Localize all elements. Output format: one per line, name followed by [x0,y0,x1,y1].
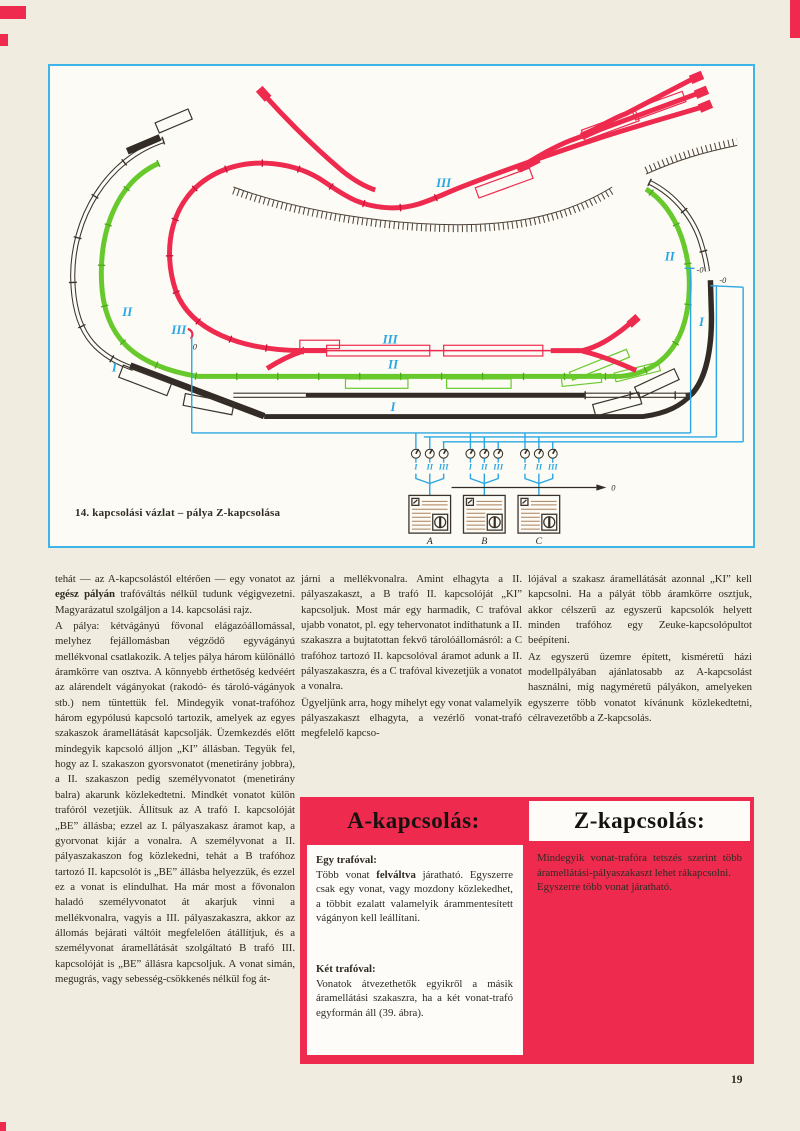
label-return-zero: 0 [611,482,616,493]
body-text: járatható. Egyszerre csak egy vonat, vagy mozdony közlekedhet, a többit ezalatt valamelyik árammentesített vágányon kell leállítani. [316,868,513,925]
label-section-i-left: I [111,360,117,375]
z-kapcsolas-body [527,841,754,1064]
body-text-bold: egész pályán [55,588,115,601]
paragraph: Vonatok átvezethetők egyikről a másik áramellátási szakaszra, ha a két vonat-trafó egyformán áll (39. ábra). [316,977,513,1019]
comparison-table [300,797,754,1064]
transformer-a [409,495,451,533]
a-kapcsolas-header: A-kapcsolás: [347,808,480,833]
print-artifact [0,1122,6,1131]
transformer-label-a: A [426,536,433,546]
label-station-i: I [390,400,396,415]
paragraph: Az egyszerű üzemre épített, kisméretű házi modellpályában ajánlatosabb az A-kapcsolást használni, míg nagyméretű pályákon, amelyeken egyszerre több vonatot kívánunk közlekedtetni, célravezetőbb a Z-kapcsolás. [528,650,752,725]
article-column-2 [301,572,522,742]
label-tap-upper: -0 [696,264,704,275]
label-section-ii-left: II [122,304,133,319]
a-kapcsolas-body [307,845,523,1055]
label-station-ii: II [388,357,399,372]
paragraph: Ügyeljünk arra, hogy mihelyt egy vonat valamelyik pályaszakaszt elhagyta, a vezérlő vonat-trafó megfelelő kapcso- [301,696,522,740]
print-artifact [790,0,800,38]
embankment-hatching [233,141,737,228]
label-tap-lower: -0 [719,275,727,286]
print-artifact [0,34,8,46]
subheading: Egy trafóval: [316,854,377,866]
z-kapcsolas-column [527,797,754,1064]
track-plan-figure [50,66,753,546]
paragraph: A pálya: kétvágányú fővonal elágazóállomással, melyhez fejállomásban végződő egyvágányú mellékvonal csatlakozik. A teljes pálya három különálló áramkörre van osztva. A könnyebb érthetőség kedvéért az alárendelt vágányokat (rakodó- és tároló-vágányok stb.) nem tüntettük fel. Mindegyik vonat-trafóhoz három egypólusú kapcsoló tartozik, amelyek az egyes szakaszok áramellátását kapcsolják. Üzemkezdés előtt mindegyik kapcsoló álljon „KI” állásban. Tegyük fel, hogy az I. szakaszon gyorsvonatot (menetirány jobbra), a II. szakaszon pedig személyvonatot (menetirány balra) akarunk közlekedtetni. Mindkét vonatot külön trafóról vezetjük. Állítsuk az A trafó I. kapcsolóját „BE” állásba; ezzel az I. pályaszakasz áramot kap, a gyorvonat kijár a vonalra. A személyvonat a II. pályaszakaszon fog közlekedni, tehát a B trafóhoz tartozó II. kapcsolót is „BE” állásba helyezzük, és ezzel ez a vonat is elindulhat. Ha már most a fővonalon haladó személyvonatot át akarjuk vinni a mellékvonalra, vagyis a III. pályaszakaszra, akkor az állomás bejárati váltóit megfelelően átállítjuk, és a személyvonat áramellátását szolgáltató B trafó III. kapcsolóját is „BE” állásra kapcsoljuk. A vonat simán, megugrás, vagy sebesség-csökkenés nélkül fog át- [55,620,295,985]
a-kapcsolas-column [300,797,527,1064]
label-section-ii-right: II [664,249,675,264]
subheading: Két trafóval: [316,962,376,975]
transformer-label-c: C [535,536,543,546]
paragraph [55,572,295,618]
paragraph: Mindegyik vonat-trafóra tetszés szerint több áramellátási-pályaszakaszt lehet rákapcsolni. [537,852,742,879]
switch-label: II [426,461,434,472]
switch-label: I [523,461,527,472]
switch-label: II [535,461,543,472]
track-red-branch-terminal [475,75,711,198]
paragraph [316,868,513,926]
track-red-loop [170,89,704,351]
paragraph: járni a mellékvonalra. Amint elhagyta a II. pályaszakaszt, a B trafó II. kapcsolóját „KI” kapcsoljuk. Most már egy harmadik, C trafóval ujabb vonatot, pl. egy tehervonatot indíthatunk a II. szakaszra a bujtatottan fekvő tárolóállomásról: a C trafóhoz tartozó II. kapcsolóval áramot adunk a II. pályaszakaszra, és a C trafóval kivezetjük a vonatot a vonalra. [301,573,522,693]
label-section-iii-branch: III [436,175,452,190]
transformer-label-b: B [481,536,488,546]
track-red-station [267,317,638,371]
page-number: 19 [731,1074,743,1086]
print-artifact [0,6,26,19]
switch-label: III [493,461,504,472]
transformer-c [518,495,560,533]
body-text: tehát — az A-kapcsolástól eltérően — egy vonatot az [55,573,295,585]
switch-label: III [438,461,449,472]
article-column-3 [528,572,752,726]
transformer-b [463,495,505,533]
article-column-1 [55,572,295,987]
switch-label: III [547,461,558,472]
wiring-diagram-panel [48,64,755,548]
body-text: Több vonat [316,868,377,881]
body-text-bold: felváltva [376,868,416,881]
label-feeder-zero-left: 0 [192,341,197,352]
track-black-line [119,280,712,416]
figure-caption: 14. kapcsolási vázlat – pálya Z-kapcsolása [75,507,281,519]
switch-label: I [414,461,418,472]
label-feeder-iii-left: III [171,322,187,337]
paragraph: lójával a szakasz áramellátását azonnal „KI” kell kapcsolni. Ha a pályát több áramkörre osztjuk, akkor célszerű az egyszerű kapcsolók helyett minden trafóhoz egy Zeuke-kapcsolópultot beépíteni. [528,573,752,647]
body-text: trafóváltás nélkül tudunk végigvezetni. Magyarázatul szolgáljon a 14. kapcsolási rajz. [55,588,295,616]
common-return-arrow [452,484,607,490]
switch-label: II [481,461,488,472]
switch-label: I [468,461,473,472]
paragraph: Egyszerre több vonat járatható. [537,881,672,894]
label-section-i-right: I [698,314,705,329]
z-kapcsolas-header: Z-kapcsolás: [529,801,750,841]
label-station-iii: III [382,332,398,347]
